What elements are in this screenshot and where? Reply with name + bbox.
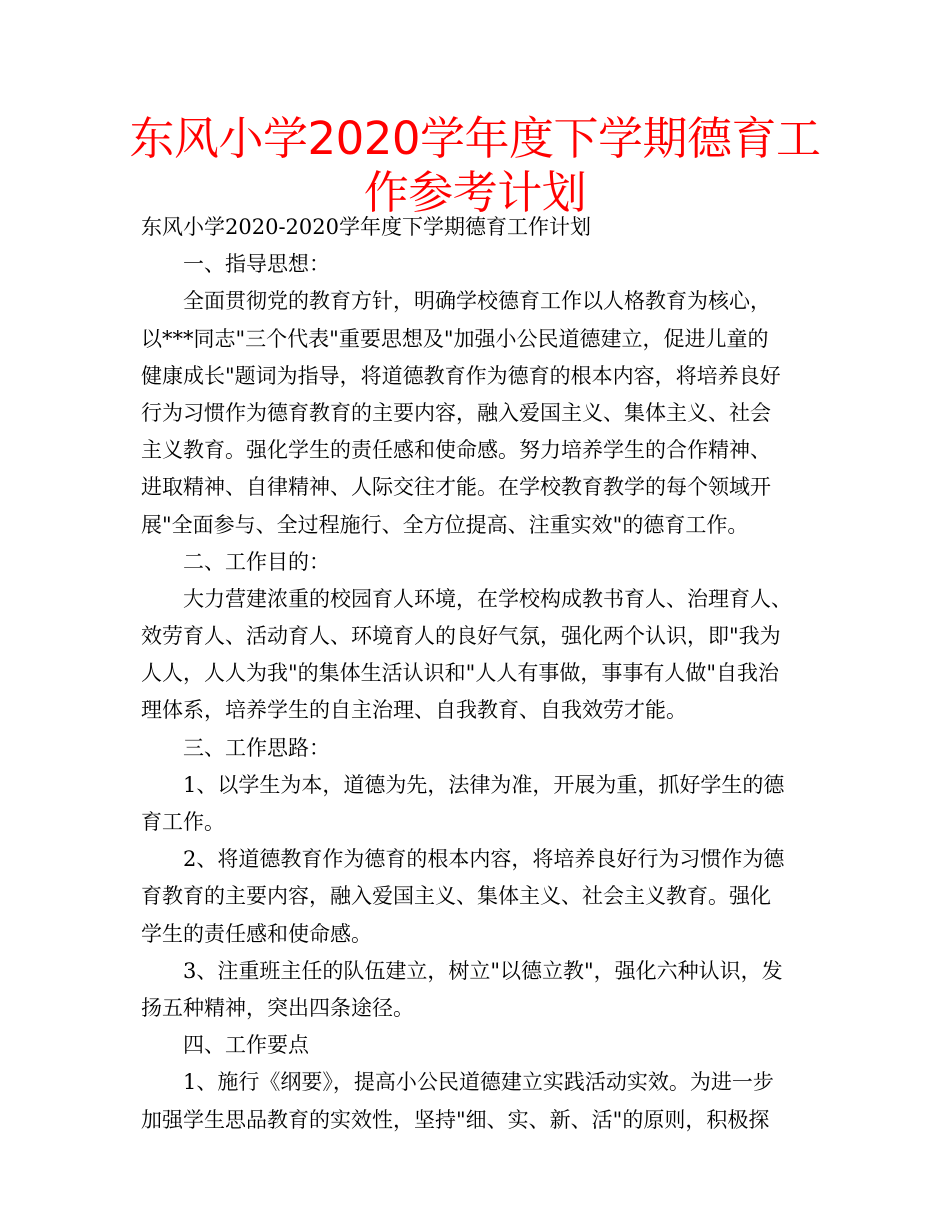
body-line: 育教育的主要内容，融入爱国主义、集体主义、社会主义教育。强化	[141, 884, 771, 909]
body-line: 全面贯彻党的教育方针，明确学校德育工作以人格教育为核心，	[183, 289, 771, 314]
body-line: 主义教育。强化学生的责任感和使命感。努力培养学生的合作精神、	[141, 438, 771, 463]
body-line: 二、工作目的：	[183, 549, 330, 574]
body-line: 四、工作要点	[183, 1033, 309, 1058]
body-line: 理体系，培养学生的自主治理、自我教育、自我效劳才能。	[141, 698, 687, 723]
body-line: 展"全面参与、全过程施行、全方位提高、注重实效"的德育工作。	[141, 512, 749, 537]
body-line: 扬五种精神，突出四条途径。	[141, 995, 414, 1020]
body-line: 学生的责任感和使命感。	[141, 921, 372, 946]
document-title: 东风小学2020学年度下学期德育工作参考计划	[129, 112, 821, 219]
body-line: 三、工作思路：	[183, 735, 330, 760]
body-line: 一、指导思想：	[183, 252, 330, 277]
body-line: 行为习惯作为德育教育的主要内容，融入爱国主义、集体主义、社会	[141, 400, 771, 425]
document-body	[141, 209, 821, 1139]
body-line: 1、施行《纲要》，提高小公民道德建立实践活动实效。为进一步	[183, 1070, 774, 1095]
body-line: 健康成长"题词为指导，将道德教育作为德育的根本内容，将培养良好	[141, 363, 781, 388]
body-line: 人人，人人为我"的集体生活认识和"人人有事做，事事有人做"自我治	[141, 661, 779, 686]
body-line: 东风小学2020-2020学年度下学期德育工作计划	[141, 215, 591, 239]
body-line: 以***同志"三个代表"重要思想及"加强小公民道德建立，促进儿童的	[141, 326, 769, 351]
body-line: 大力营建浓重的校园育人环境，在学校构成教书育人、治理育人、	[183, 586, 792, 611]
body-line: 3、注重班主任的队伍建立，树立"以德立教"，强化六种认识，发	[183, 958, 783, 983]
body-line: 2、将道德教育作为德育的根本内容，将培养良好行为习惯作为德	[183, 847, 785, 872]
body-line: 加强学生思品教育的实效性，坚持"细、实、新、活"的原则，积极探	[141, 1107, 770, 1132]
body-line: 育工作。	[141, 810, 225, 834]
body-line: 1、以学生为本，道德为先，法律为准，开展为重，抓好学生的德	[183, 772, 785, 797]
body-line: 效劳育人、活动育人、环境育人的良好气氛，强化两个认识，即"我为	[141, 624, 781, 649]
body-line: 进取精神、自律精神、人际交往才能。在学校教育教学的每个领域开	[141, 475, 771, 500]
